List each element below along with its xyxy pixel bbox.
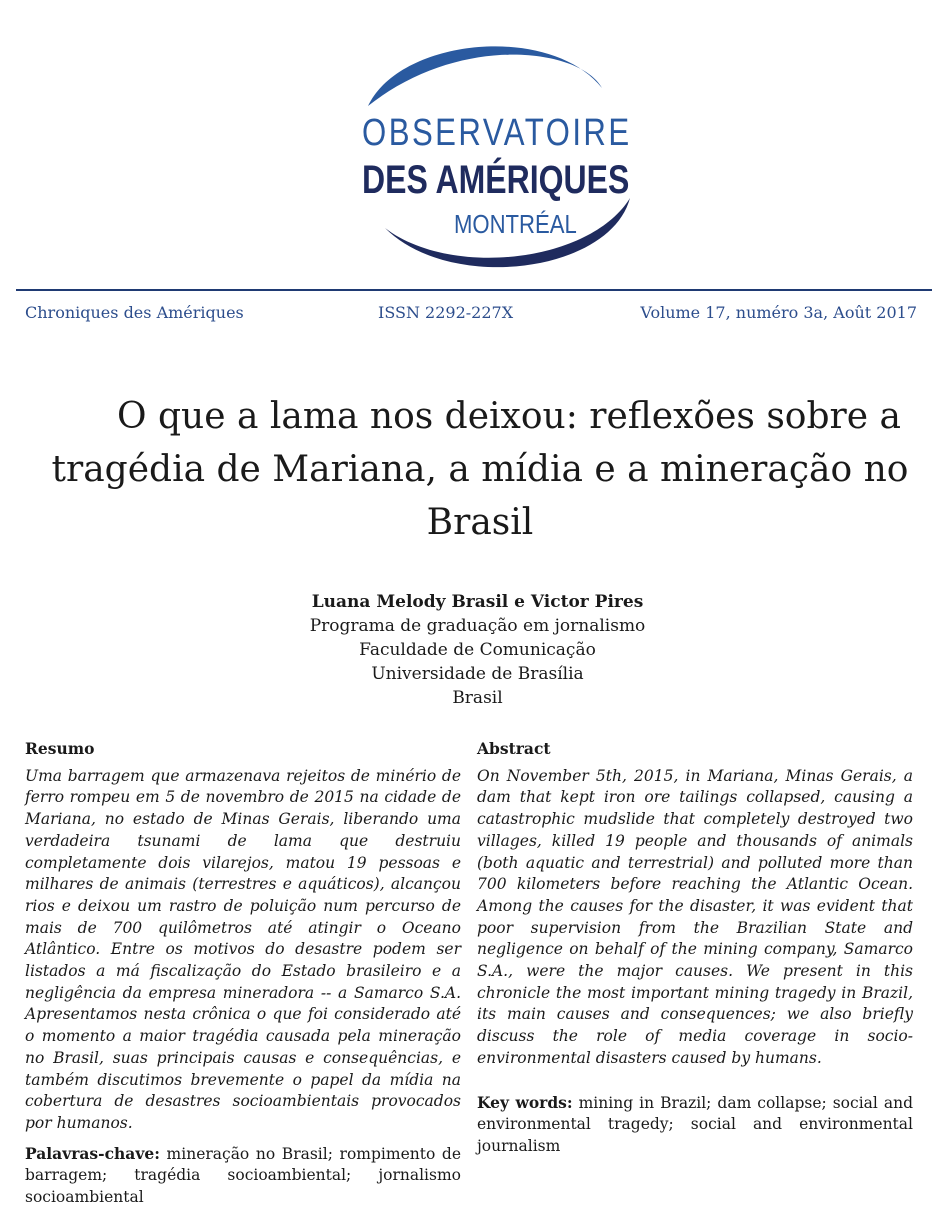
abstract-text: On November 5th, 2015, in Mariana, Minas Gerais, a dam that kept iron ore tailings collapsed, causing a catastrophic mudslide that completely destroyed two villages, killed 19 people and thousands of animals (both aquatic and terrestrial) and polluted more than 700 kilometers before reaching the Atlantic Ocean. Among the causes for the disaster, it was evident that poor supervision from the Brazilian State and negligence on behalf of the mining company, Samarco S.A., were the major causes. We present in this chronicle the most important mining tragedy in Brazil, its main causes and consequences; we also briefly discuss the role of media coverage in socio-environmental disasters caused by humans.: [477, 766, 913, 1067]
resumo-column: [25, 738, 461, 1209]
author-program: Programa de graduação em jornalismo: [309, 616, 646, 636]
resumo-heading: Resumo: [25, 739, 95, 758]
journal-name: Chroniques des Amériques: [25, 303, 244, 322]
resumo-text: Uma barragem que armazenava rejeitos de minério de ferro rompeu em 5 de novembro de 2015 na cidade de Mariana, no estado de Minas Gerais, liberando uma verdadeira tsunami de lama que destruiu completamente dois vilarejos, matou 19 pessoas e milhares de animais (terrestres e aquáticos), alcançou rios e deixou um rastro de poluição num percurso de mais de 700 quilômetros até atingir o Oceano Atlântico. Entre os motivos do desastre podem ser listados a má fiscalização do Estado brasileiro e a negligência da empresa mineradora -- a Samarco S.A. Apresentamos nesta crônica o que foi considerado até o momento a maior tragédia causada pela mineração no Brasil, suas principais causas e consequências, e também discutimos brevemente o papel da mídia na cobertura de desastres socioambientais provocados por humanos.: [25, 766, 461, 1132]
resumo-keywords: [25, 1143, 461, 1209]
title-line-1: O que a lama nos deixou: reflexões sobre a: [117, 396, 901, 437]
abstract-keywords: [477, 1092, 913, 1158]
abstract-keywords-text: mining in Brazil; dam collapse; social and environmental tragedy; social and environmental journalism: [477, 1093, 913, 1155]
resumo-keywords-text: mineração no Brasil; rompimento de barragem; tragédia socioambiental; jornalismo socioambiental: [25, 1144, 461, 1207]
title-line-2: tragédia de Mariana, a mídia e a mineração no: [51, 449, 909, 490]
abstract-column: [477, 738, 913, 1158]
author-block: [200, 590, 755, 710]
author-names: Luana Melody Brasil e Victor Pires: [311, 592, 644, 612]
logo-line-des-ameriques: DES AMÉRIQUES: [362, 158, 630, 202]
issn: ISSN 2292-227X: [378, 303, 514, 322]
journal-logo: [340, 28, 660, 288]
author-faculty: Faculdade de Comunicação: [359, 640, 596, 660]
header-rule: [16, 289, 932, 291]
resumo-keywords-label: Palavras-chave:: [25, 1143, 160, 1163]
author-university: Universidade de Brasília: [371, 664, 584, 684]
logo-line-montreal: MONTRÉAL: [454, 209, 577, 239]
logo-line-observatoire: OBSERVATOIRE: [362, 112, 632, 154]
article-title: [40, 390, 920, 549]
title-line-3: Brasil: [426, 502, 534, 543]
volume-info: Volume 17, numéro 3a, Août 2017: [640, 303, 917, 322]
abstract-keywords-label: Key words:: [477, 1092, 573, 1112]
abstract-heading: Abstract: [477, 739, 551, 758]
author-country: Brasil: [452, 688, 503, 708]
